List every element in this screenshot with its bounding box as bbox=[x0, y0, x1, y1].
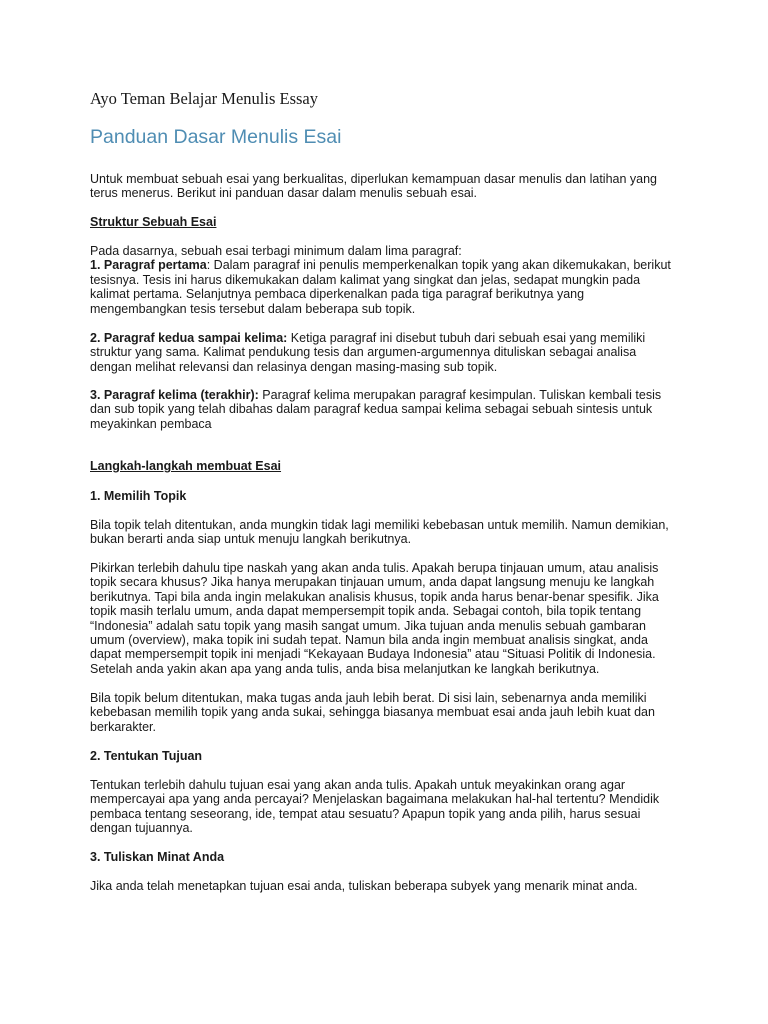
document-title: Ayo Teman Belajar Menulis Essay bbox=[90, 89, 318, 108]
step2-paragraph: Tentukan terlebih dahulu tujuan esai yang akan anda tulis. Apakah untuk meyakinkan orang agar mempercayai apa yang anda percayai? Menjelaskan bagaimana melakukan hal-hal tertentu? Mendidik pembaca tentang seseorang, ide, tempat atau sesuatu? Apapun topik yang anda pilih, harus sesuai dengan tujuannya. bbox=[90, 778, 660, 836]
step1-title: 1. Memilih Topik bbox=[90, 489, 187, 503]
struktur-paragraph-1 bbox=[90, 244, 680, 316]
struktur-paragraph-3 bbox=[90, 388, 680, 431]
document-heading: Panduan Dasar Menulis Esai bbox=[90, 126, 342, 148]
item-text-2: Ketiga paragraf ini disebut tubuh dari sebuah esai yang memiliki struktur yang sama. Kalimat pendukung tesis dan argumen-argumennya dituliskan sebagai analisa dengan melihat relevansi dan relasinya dengan masing-masing sub topik. bbox=[90, 331, 646, 374]
step1-paragraph-1: Bila topik telah ditentukan, anda mungkin tidak lagi memiliki kebebasan untuk memilih. Namun demikian, bukan berarti anda siap untuk menuju langkah berikutnya. bbox=[90, 518, 669, 547]
intro-paragraph: Untuk membuat sebuah esai yang berkualitas, diperlukan kemampuan dasar menulis dan latihan yang terus menerus. Berikut ini panduan dasar dalam menulis sebuah esai. bbox=[90, 172, 658, 201]
step1-paragraph-3: Bila topik belum ditentukan, maka tugas anda jauh lebih berat. Di sisi lain, sebenarnya anda memiliki kebebasan memilih topik yang anda sukai, sehingga biasanya membuat esai anda jauh lebih kuat dan berkarakter. bbox=[90, 691, 655, 734]
item-label-3: 3. Paragraf kelima (terakhir): bbox=[90, 388, 259, 402]
item-label-1: 1. Paragraf pertama bbox=[90, 258, 207, 273]
struktur-paragraph-2 bbox=[90, 331, 680, 374]
item-label-2: 2. Paragraf kedua sampai kelima: bbox=[90, 331, 288, 345]
struktur-lead: Pada dasarnya, sebuah esai terbagi minimum dalam lima paragraf: bbox=[90, 244, 462, 258]
section-title-struktur: Struktur Sebuah Esai bbox=[90, 215, 217, 229]
item-text-3: Paragraf kelima merupakan paragraf kesimpulan. Tuliskan kembali tesis dan sub topik yang telah dibahas dalam paragraf kedua sampai kelima sebagai sebuah sintesis untuk meyakinkan pembaca bbox=[90, 388, 662, 431]
section-title-langkah: Langkah-langkah membuat Esai bbox=[90, 459, 282, 473]
step3-title: 3. Tuliskan Minat Anda bbox=[90, 850, 225, 864]
item-text-1: : Dalam paragraf ini penulis memperkenalkan topik yang akan dikemukakan, berikut tesisnya. Tesis ini harus dikemukakan dalam kalimat yang singkat dan jelas, sedapat mungkin pada kalimat pertama. Selanjutnya pembaca diperkenalkan pada tiga paragraf berikutnya yang mengembangkan tesis tersebut dalam beberapa sub topik. bbox=[90, 258, 671, 316]
step3-paragraph: Jika anda telah menetapkan tujuan esai anda, tuliskan beberapa subyek yang menarik minat anda. bbox=[90, 879, 638, 893]
step2-title: 2. Tentukan Tujuan bbox=[90, 749, 203, 763]
step1-paragraph-2: Pikirkan terlebih dahulu tipe naskah yang akan anda tulis. Apakah berupa tinjauan umum, atau analisis topik secara khusus? Jika hanya merupakan tinjauan umum, anda dapat langsung menuju ke langkah berikutnya. Tapi bila anda ingin melakukan analisis khusus, topik anda harus benar-benar spesifik. Jika topik masih terlalu umum, anda dapat mempersempit topik anda. Sebagai contoh, bila topik tentang “Indonesia” adalah satu topik yang masih sangat umum. Jika tujuan anda menulis sebuah gambaran umum (overview), maka topik ini sudah tepat. Namun bila anda ingin membuat analisis singkat, anda dapat mempersempit topik ini menjadi “Kekayaan Budaya Indonesia” atau “Situasi Politik di Indonesia. Setelah anda yakin akan apa yang anda tulis, anda bisa melanjutkan ke langkah berikutnya. bbox=[90, 561, 659, 676]
